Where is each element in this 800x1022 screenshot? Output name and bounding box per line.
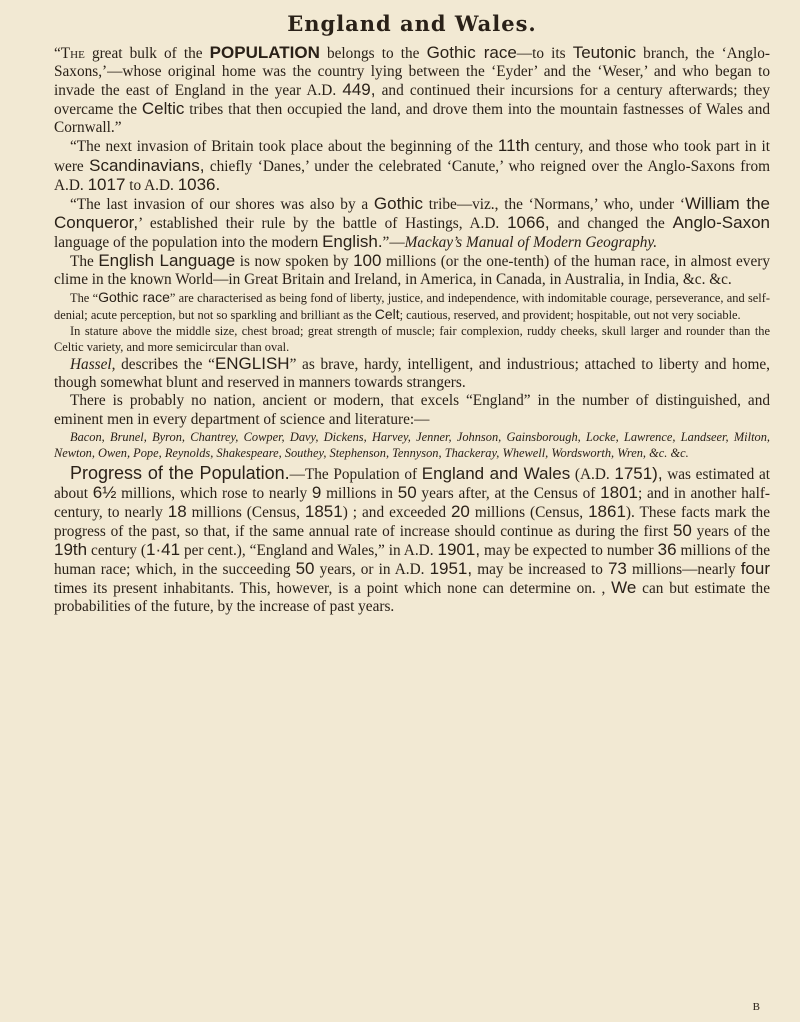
paragraph-scandinavian-invasion: “The next invasion of Britain took place about the beginning of the 11th century, and those who took part in it were Scandinavians, chiefly ‘Danes,’ under the celebrated ‘Canute,’ who reigned over the Anglo-Saxons from A.D. 1017 to A.D. 1036. [54,136,771,194]
paragraph-hassel: Hassel, describes the “ENGLISH” as brave, hardy, intelligent, and industrious; attached to liberty and home, though somewhat blunt and reserved in manners towards strangers. [54,354,770,392]
paragraph-gothic-character: The “Gothic race” are characterised as being fond of liberty, justice, and independence, with indomitable courage, perseverance, and self-denial; acute perception, but not so sparkling and brilliant as the Celt; cautious, reserved, and provident; hospitable, out not very sociable. [54,289,770,323]
list-eminent-names: Bacon, Brunel, Byron, Chantrey, Cowper, Davy, Dickens, Harvey, Jenner, Johnson, Gainsborough, Locke, Lawrence, Landseer, Milton, Newton, Owen, Pope, Reynolds, Shakespeare, Southey, Stephenson, Tennyson, Thackeray, Whewell, Wordsworth, Wren, &c. &c. [54,429,770,460]
paragraph-population-origin: “The great bulk of the POPULATION belongs to the Gothic race—to its Teutonic branch, the ‘Anglo-Saxons,’—whose original home was the country lying between the ‘Eyder’ and the ‘Weser,’ and who began to invade the east of England in the year A.D. 449, and continued their incursions for a century afterwards; they overcame the Celtic tribes that then occupied the land, and drove them into the mountain fastnesses of Wales and Cornwall.” [54,43,770,137]
paragraph-eminent-men: There is probably no nation, ancient or modern, that excels “England” in the number of distinguished, and eminent men in every department of science and literature:— [54,392,770,428]
paragraph-english-language: The English Language is now spoken by 100 millions (or the one-tenth) of the human race, in almost every clime in the known World—in Great Britain and Ireland, in America, in Canada, in Australia, in India, &c. &c. [54,251,770,289]
paragraph-population-progress: Progress of the Population.—The Population of England and Wales (A.D. 1751), was estimated at about 6½ millions, which rose to nearly 9 millions in 50 years after, at the Census of 1801; and in another half-century, to nearly 18 millions (Census, 1851) ; and exceeded 20 millions (Census, 1861). These facts mark the progress of the past, so that, if the same annual rate of increase should continue as during the first 50 years of the 19th century (1·41 per cent.), “England and Wales,” in A.D. 1901, may be expected to number 36 millions of the human race; which, in the succeeding 50 years, or in A.D. 1951, may be increased to 73 millions—nearly four times its present inhabitants. This, however, is a point which none can determine on. , We can but estimate the probabilities of the future, by the increase of past years. [54,462,771,616]
page-number: B [752,1001,760,1013]
page-title: England and Wales. [287,11,537,36]
paragraph-norman-invasion: “The last invasion of our shores was also by a Gothic tribe—viz., the ‘Normans,’ who, under ‘William the Conqueror,’ established their rule by the battle of Hastings, A.D. 1066, and changed the Anglo-Saxon language of the population into the modern English.”—Mackay’s Manual of Modern Geography. [54,193,770,251]
paragraph-gothic-stature: In stature above the middle size, chest broad; great strength of muscle; fair complexion, ruddy cheeks, skull larger and rounder than the Celtic variety, and more semicircular than oval. [54,324,770,355]
